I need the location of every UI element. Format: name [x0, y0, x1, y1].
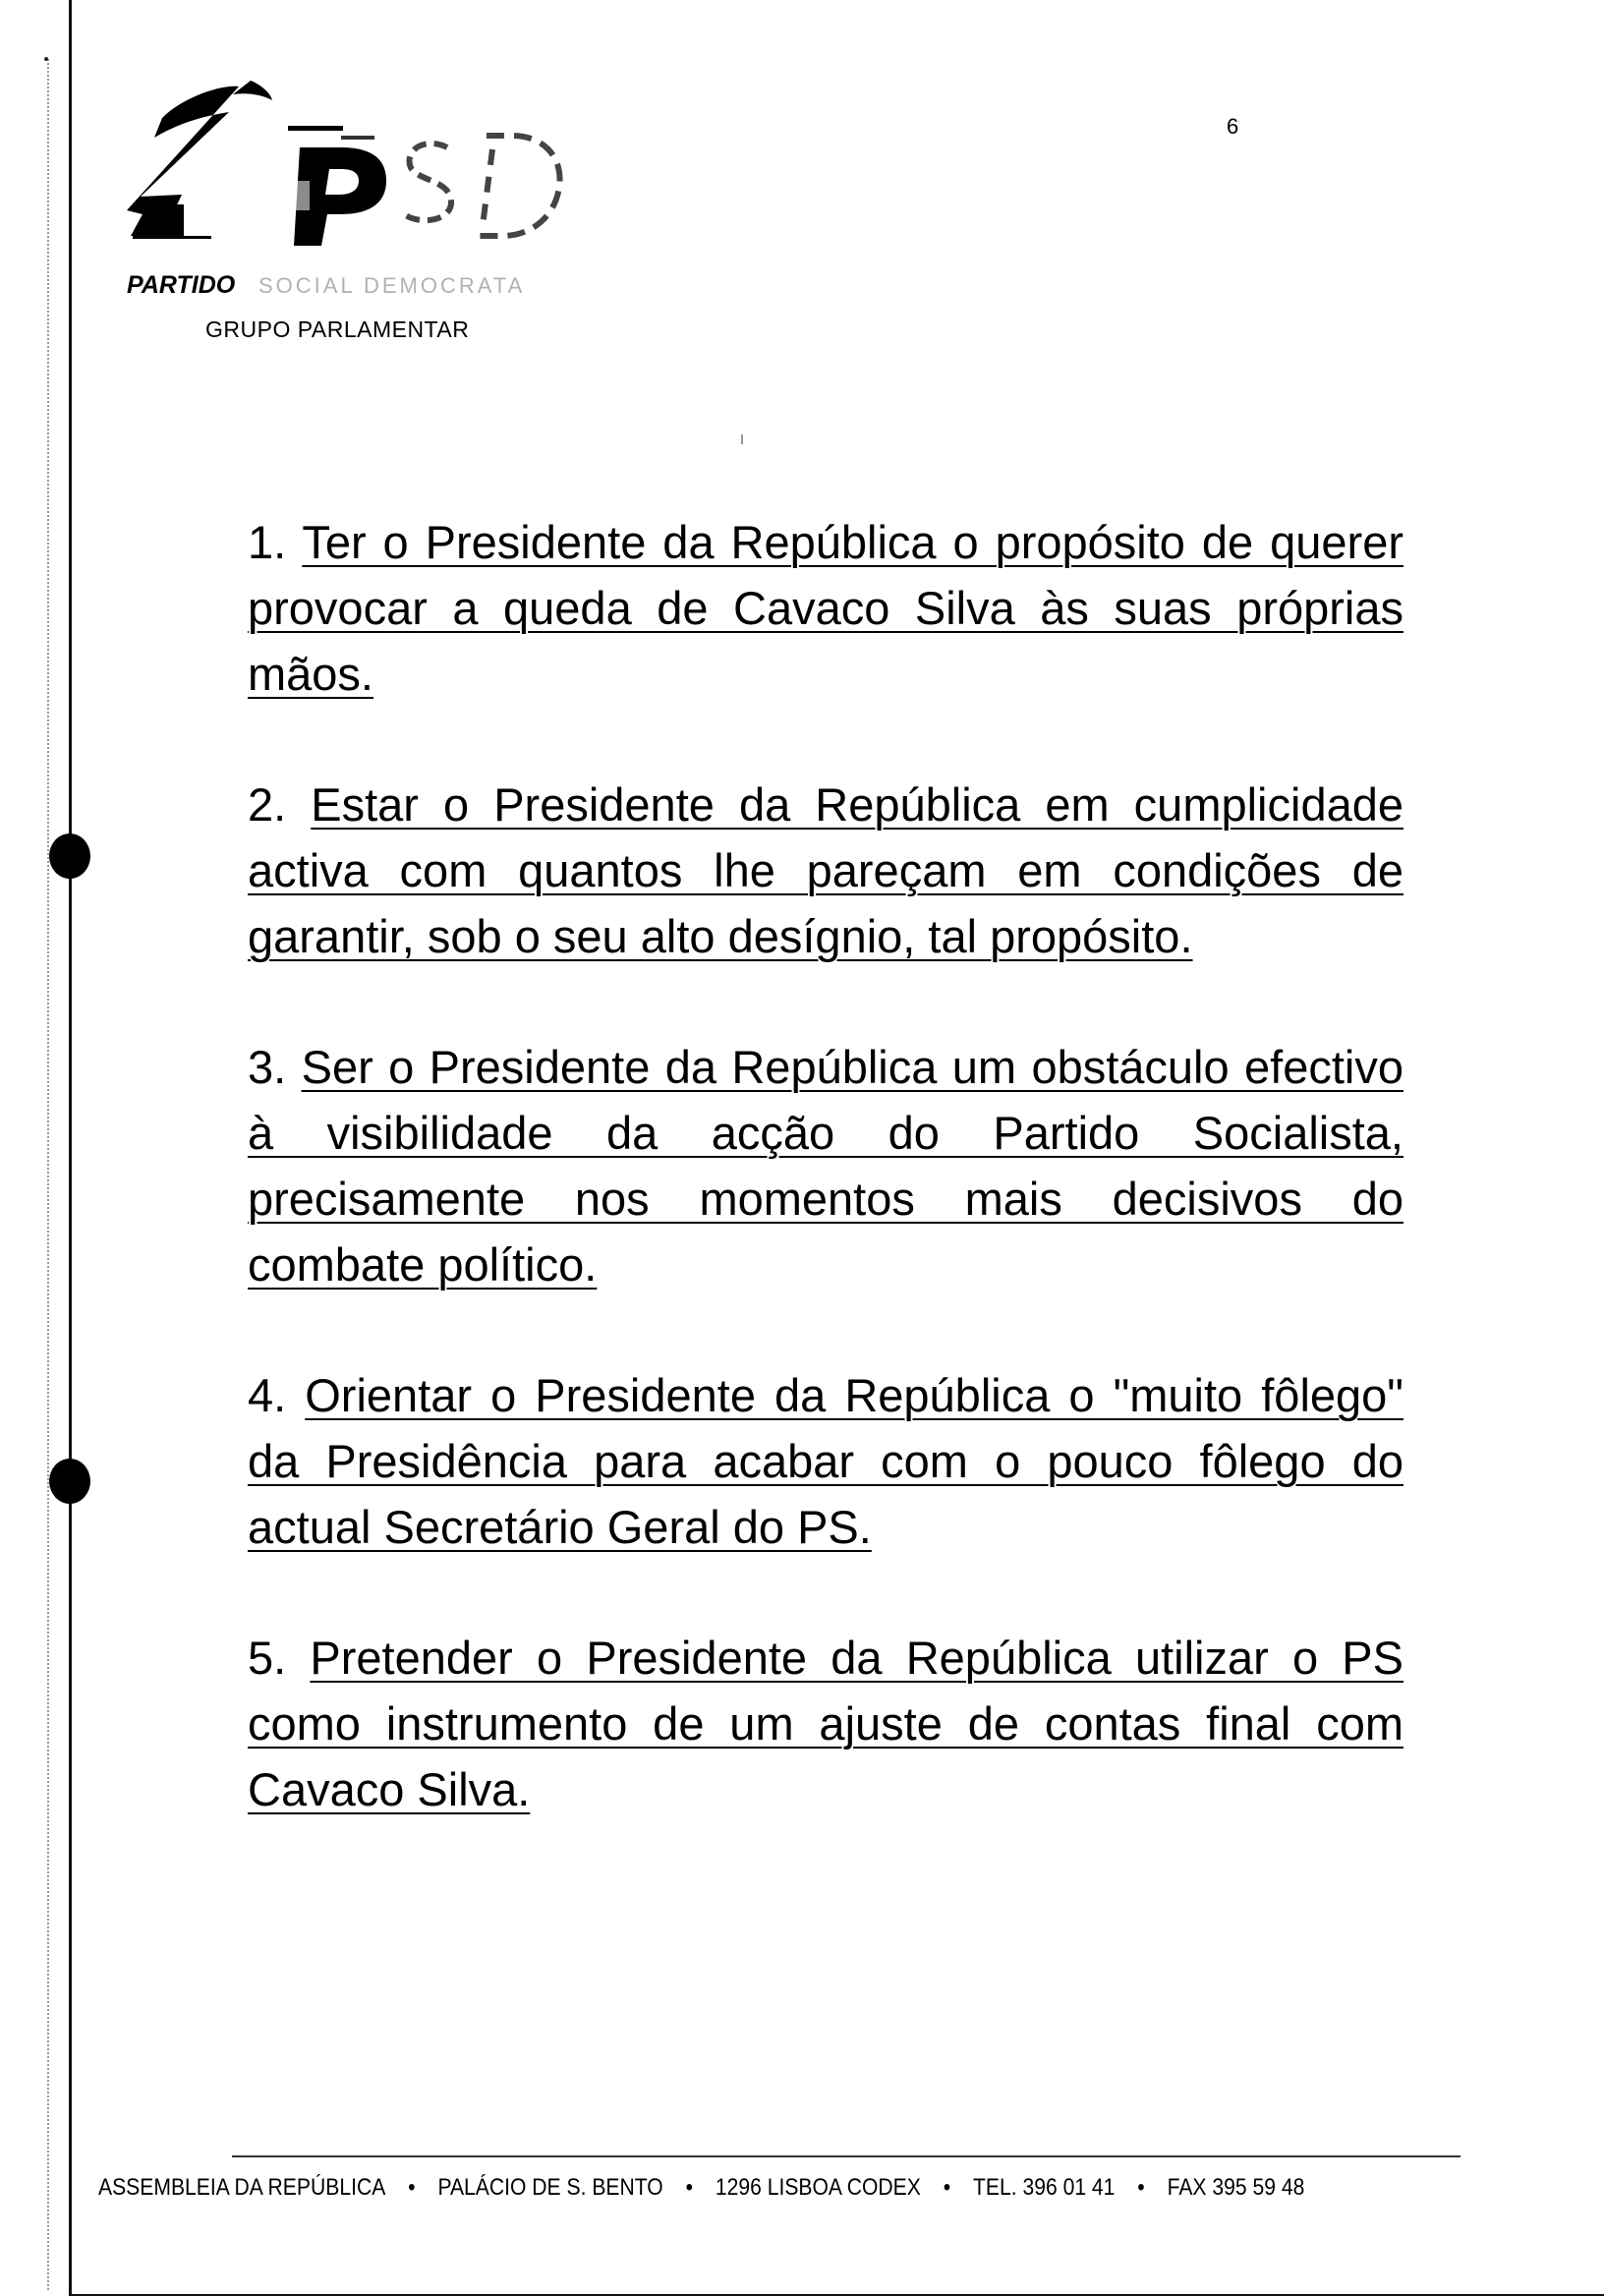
footer-item: TEL. 396 01 41	[972, 2174, 1116, 2201]
point-text: Pretender o Presidente da República utilizar o PS como instrumento de um ajuste de contas final com Cavaco Silva.	[248, 1632, 1404, 1815]
punch-hole-bottom	[49, 1459, 90, 1504]
point-text: Estar o Presidente da República em cumplicidade activa com quantos lhe pareçam em condições de garantir, sob o seu alto desígnio, tal propósito.	[248, 778, 1404, 962]
group-label: GRUPO PARLAMENTAR	[205, 316, 470, 342]
footer-item: ASSEMBLEIA DA REPÚBLICA	[98, 2174, 386, 2201]
scan-left-edge	[69, 0, 72, 2296]
list-item	[248, 772, 1404, 969]
scan-speck	[44, 57, 48, 61]
footer-item: FAX 395 59 48	[1167, 2174, 1305, 2201]
footer-separator: •	[685, 2174, 693, 2201]
page-number: 6	[1227, 114, 1239, 139]
point-text: Orientar o Presidente da República o "muito fôlego" da Presidência para acabar com o pouco fôlego do actual Secretário Geral do PS.	[248, 1369, 1404, 1553]
logo-partido-faded-text: SOCIAL DEMOCRATA	[258, 273, 526, 298]
footer-item: PALÁCIO DE S. BENTO	[437, 2174, 663, 2201]
psd-logo	[123, 79, 634, 305]
psd-logo-mark-icon	[123, 79, 634, 275]
footer-item: 1296 LISBOA CODEX	[715, 2174, 921, 2201]
footer-rule	[232, 2155, 1461, 2157]
point-number: 5.	[248, 1632, 287, 1684]
footer-separator: •	[1137, 2174, 1145, 2201]
punch-hole-top	[49, 833, 90, 879]
footer-address	[98, 2174, 1378, 2202]
points-list	[248, 509, 1404, 1887]
point-number: 1.	[248, 516, 287, 568]
list-item	[248, 1362, 1404, 1560]
footer-separator: •	[943, 2174, 951, 2201]
footer-separator: •	[408, 2174, 416, 2201]
list-item	[248, 509, 1404, 707]
point-text: Ser o Presidente da República um obstáculo efectivo à visibilidade da acção do Partido Socialista, precisamente nos momentos mais decisivos do combate político.	[248, 1041, 1404, 1291]
point-number: 4.	[248, 1369, 287, 1421]
point-text: Ter o Presidente da República o propósito de querer provocar a queda de Cavaco Silva às suas próprias mãos.	[248, 516, 1404, 700]
point-number: 2.	[248, 778, 287, 831]
list-item	[248, 1625, 1404, 1822]
point-number: 3.	[248, 1041, 287, 1093]
scan-mark	[741, 434, 743, 444]
scan-margin-line	[47, 59, 49, 2290]
logo-partido-text: PARTIDO	[127, 271, 236, 299]
list-item	[248, 1034, 1404, 1297]
